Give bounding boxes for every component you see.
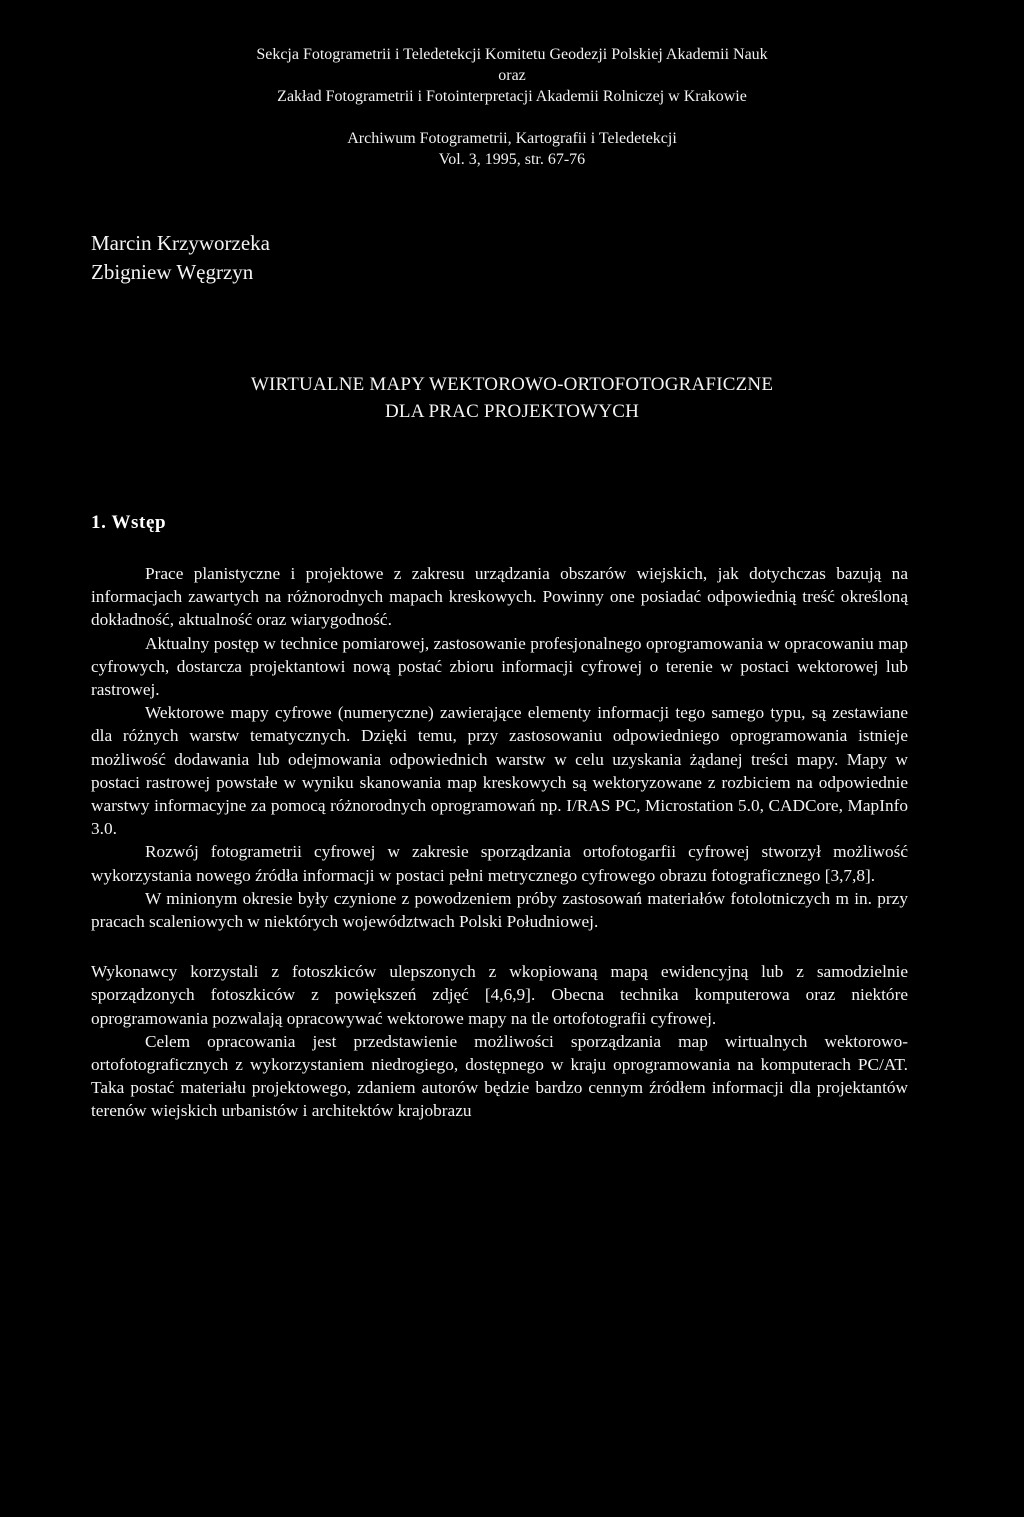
author-list (91, 229, 270, 287)
paragraph: Rozwój fotogrametrii cyfrowej w zakresie sporządzania ortofotogarfii cyfrowej stworzył możliwość wykorzystania nowego źródła informacji w postaci pełni metrycznego cyfrowego obrazu fotograficznego [3,7,8]. (91, 842, 908, 885)
header-line-2: oraz (498, 67, 526, 84)
journal-volume: Vol. 3, 1995, str. 67-76 (438, 151, 586, 168)
paragraph: Aktualny postęp w technice pomiarowej, zastosowanie profesjonalnego oprogramowania w opracowaniu map cyfrowych, dostarcza projektantowi nową postać zbioru informacji cyfrowej o terenie w postaci wektorowej lub rastrowej. (91, 633, 908, 700)
paragraph: Prace planistyczne i projektowe z zakresu urządzania obszarów wiejskich, jak dotychczas bazują na informacjach zawartych na różnorodnych mapach kreskowych. Powinny one posiadać odpowiednią treść określoną dokładność, aktualność oraz wiarygodność. (91, 564, 908, 630)
journal-header (0, 128, 1024, 170)
article-title (0, 371, 1024, 425)
section-heading: 1. Wstęp (91, 512, 167, 533)
author-name: Zbigniew Węgrzyn (91, 260, 254, 284)
header-line-1: Sekcja Fotogrametrii i Teledetekcji Komitetu Geodezji Polskiej Akademii Nauk (256, 46, 768, 63)
paragraph: Wykonawcy korzystali z fotoszkiców ulepszonych z wkopiowaną mapą ewidencyjną lub z samodzielnie sporządzonych fotoszkiców z powiększeń zdjęć [4,6,9]. Obecna technika komputerowa oraz niektóre oprogramowania pozwalają opracowywać wektorowe mapy na tle ortofotografii cyfrowej. (91, 962, 908, 1028)
title-line-1: WIRTUALNE MAPY WEKTOROWO-ORTOFOTOGRAFICZNE (250, 374, 774, 395)
paragraph: W minionym okresie były czynione z powodzeniem próby zastosowań materiałów fotolotniczych m in. przy pracach scaleniowych w niektórych województwach Polski Południowej. (91, 888, 908, 932)
paragraph: Wektorowe mapy cyfrowe (numeryczne) zawierające elementy informacji tego samego typu, są zestawiane dla różnych warstw tematycznych. Dzięki temu, przy zastosowaniu odpowiedniego oprogramowania istnieje możliwość dodawania lub odejmowania odpowiednich warstw w celu uzyskania żądanej treści mapy. Mapy w postaci rastrowej powstałe w wyniku skanowania map kreskowych są wektoryzowane z rozbiciem na odpowiednie warstwy informacyjne za pomocą różnorodnych oprogramowań np. I/RAS PC, Microstation 5.0, CADCore, MapInfo 3.0. (91, 703, 908, 839)
title-line-2: DLA PRAC PROJEKTOWYCH (384, 401, 640, 422)
institution-header (0, 44, 1024, 107)
journal-name: Archiwum Fotogrametrii, Kartografii i Teledetekcji (347, 130, 677, 147)
article-body (91, 562, 908, 1123)
header-line-3: Zakład Fotogrametrii i Fotointerpretacji Akademii Rolniczej w Krakowie (277, 88, 747, 105)
paragraph: Celem opracowania jest przedstawienie możliwości sporządzania map wirtualnych wektorowo-ortofotograficznych z wykorzystaniem niedrogiego, dostępnego w kraju oprogramowania na komputerach PC/AT. Taka postać materiału projektowego, zdaniem autorów będzie bardzo cennym źródłem informacji dla projektantów terenów wiejskich urbanistów i architektów krajobrazu (91, 1031, 908, 1121)
author-name: Marcin Krzyworzeka (91, 231, 270, 255)
